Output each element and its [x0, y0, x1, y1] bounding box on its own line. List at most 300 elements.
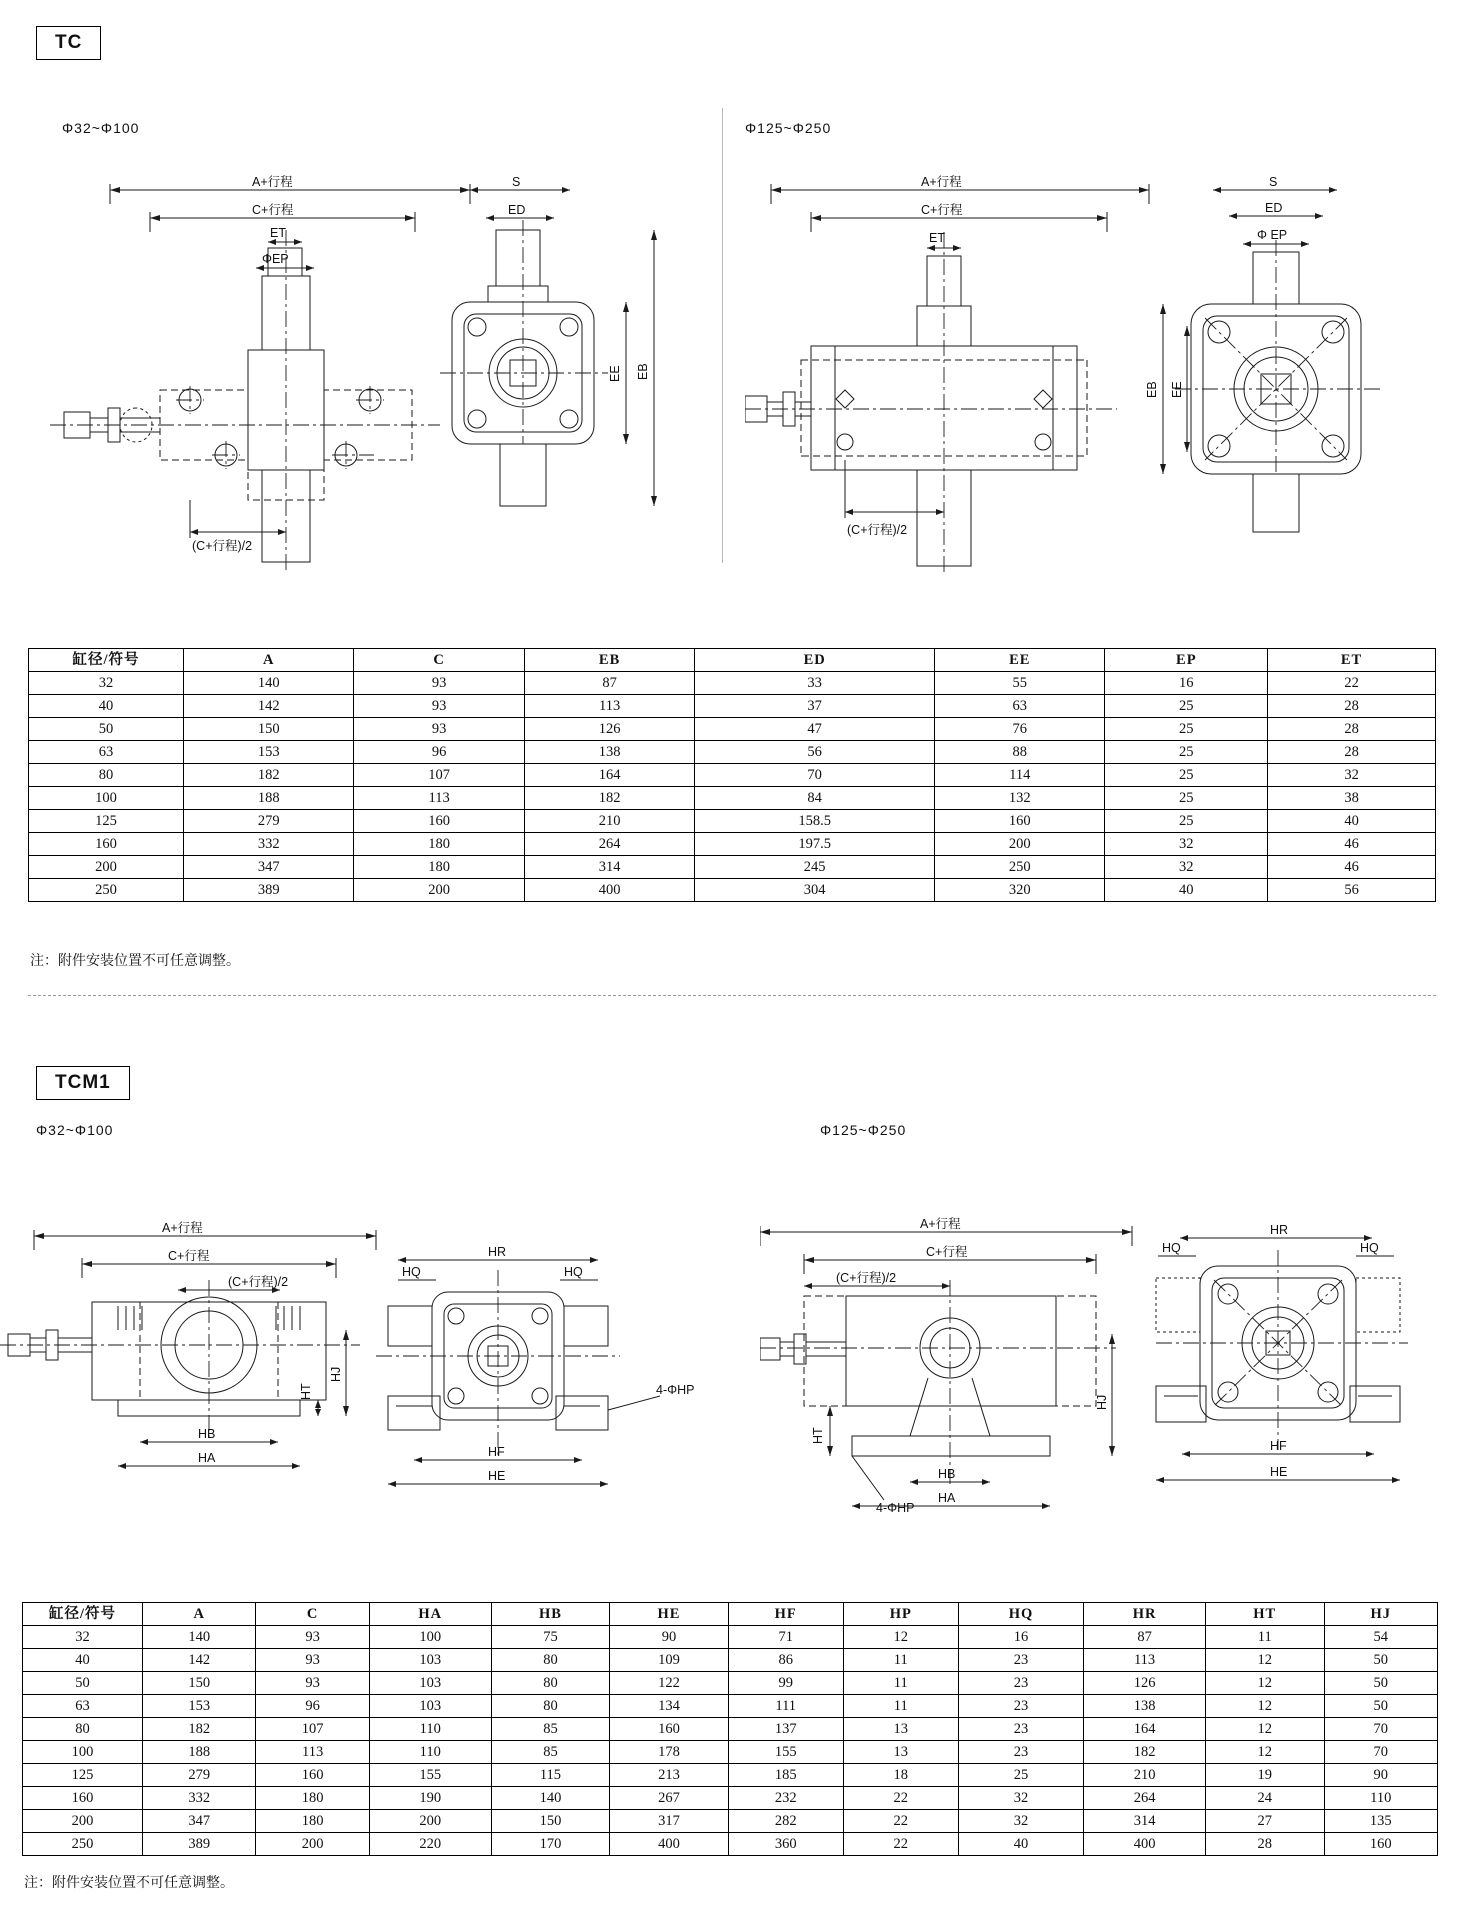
value-cell: 16: [958, 1626, 1083, 1649]
value-cell: 23: [958, 1741, 1083, 1764]
svg-text:HT: HT: [299, 1383, 313, 1400]
value-cell: 113: [256, 1741, 369, 1764]
table-header-row: [23, 1603, 1438, 1626]
value-cell: 71: [728, 1626, 843, 1649]
table-row: [23, 1718, 1438, 1741]
value-cell: 185: [728, 1764, 843, 1787]
value-cell: 190: [369, 1787, 491, 1810]
tc-right-diagram-label: Φ125~Φ250: [745, 120, 832, 136]
table-row: [29, 833, 1436, 856]
value-cell: 332: [143, 1787, 256, 1810]
value-cell: 400: [610, 1833, 729, 1856]
svg-text:HQ: HQ: [1162, 1241, 1181, 1255]
value-cell: 96: [354, 741, 524, 764]
value-cell: 28: [1268, 695, 1436, 718]
value-cell: 142: [184, 695, 354, 718]
value-cell: 54: [1324, 1626, 1437, 1649]
tc-spec-table: [28, 648, 1436, 902]
value-cell: 93: [256, 1649, 369, 1672]
value-cell: 75: [491, 1626, 610, 1649]
value-cell: 182: [143, 1718, 256, 1741]
value-cell: 178: [610, 1741, 729, 1764]
svg-text:HQ: HQ: [1360, 1241, 1379, 1255]
bore-size-cell: 100: [29, 787, 184, 810]
value-cell: 80: [491, 1672, 610, 1695]
tcm1-drawing-phi125-250: [760, 1200, 1460, 1540]
svg-text:ED: ED: [508, 203, 526, 217]
svg-text:4-ΦHP: 4-ΦHP: [876, 1501, 915, 1515]
value-cell: 267: [610, 1787, 729, 1810]
bore-size-cell: 125: [29, 810, 184, 833]
value-cell: 32: [1268, 764, 1436, 787]
bore-size-cell: 250: [23, 1833, 143, 1856]
value-cell: 25: [1105, 810, 1268, 833]
bore-size-cell: 32: [23, 1626, 143, 1649]
svg-text:HJ: HJ: [1095, 1394, 1109, 1410]
bore-size-cell: 100: [23, 1741, 143, 1764]
tc-note: 注：附件安装位置不可任意调整。: [30, 952, 240, 968]
bore-size-cell: 63: [23, 1695, 143, 1718]
value-cell: 12: [1206, 1695, 1325, 1718]
column-header-ha: HA: [369, 1603, 491, 1626]
value-cell: 150: [184, 718, 354, 741]
value-cell: 70: [1324, 1718, 1437, 1741]
value-cell: 87: [1084, 1626, 1206, 1649]
value-cell: 19: [1206, 1764, 1325, 1787]
value-cell: 200: [256, 1833, 369, 1856]
value-cell: 160: [610, 1718, 729, 1741]
value-cell: 85: [491, 1741, 610, 1764]
value-cell: 113: [354, 787, 524, 810]
column-header-eb: EB: [524, 649, 694, 672]
value-cell: 134: [610, 1695, 729, 1718]
svg-text:C+行程: C+行程: [252, 203, 294, 217]
value-cell: 25: [1105, 764, 1268, 787]
table-header-row: [29, 649, 1436, 672]
value-cell: 150: [491, 1810, 610, 1833]
value-cell: 32: [1105, 833, 1268, 856]
value-cell: 40: [958, 1833, 1083, 1856]
bore-size-cell: 250: [29, 879, 184, 902]
table-row: [29, 718, 1436, 741]
column-header-a: A: [143, 1603, 256, 1626]
table-row: [29, 695, 1436, 718]
column-header-he: HE: [610, 1603, 729, 1626]
column-header-: 缸径/符号: [29, 649, 184, 672]
value-cell: 360: [728, 1833, 843, 1856]
svg-text:(C+行程)/2: (C+行程)/2: [836, 1271, 897, 1285]
value-cell: 314: [524, 856, 694, 879]
tcm1-note: 注：附件安装位置不可任意调整。: [24, 1874, 234, 1890]
value-cell: 400: [524, 879, 694, 902]
value-cell: 264: [1084, 1787, 1206, 1810]
value-cell: 400: [1084, 1833, 1206, 1856]
value-cell: 12: [1206, 1741, 1325, 1764]
table-row: [23, 1695, 1438, 1718]
value-cell: 210: [1084, 1764, 1206, 1787]
column-header-ep: EP: [1105, 649, 1268, 672]
value-cell: 23: [958, 1718, 1083, 1741]
table-row: [29, 810, 1436, 833]
value-cell: 220: [369, 1833, 491, 1856]
svg-text:A+行程: A+行程: [920, 1217, 961, 1231]
svg-text:EE: EE: [608, 365, 622, 382]
bore-size-cell: 200: [29, 856, 184, 879]
value-cell: 28: [1268, 718, 1436, 741]
value-cell: 63: [935, 695, 1105, 718]
table-row: [29, 787, 1436, 810]
value-cell: 304: [695, 879, 935, 902]
value-cell: 113: [524, 695, 694, 718]
value-cell: 38: [1268, 787, 1436, 810]
value-cell: 210: [524, 810, 694, 833]
value-cell: 155: [369, 1764, 491, 1787]
svg-text:HA: HA: [198, 1451, 216, 1465]
value-cell: 12: [1206, 1718, 1325, 1741]
value-cell: 93: [256, 1672, 369, 1695]
value-cell: 86: [728, 1649, 843, 1672]
bore-size-cell: 63: [29, 741, 184, 764]
value-cell: 113: [1084, 1649, 1206, 1672]
svg-text:ΦEP: ΦEP: [262, 252, 289, 266]
table-row: [23, 1810, 1438, 1833]
svg-text:(C+行程)/2: (C+行程)/2: [192, 539, 253, 553]
table-row: [23, 1649, 1438, 1672]
svg-text:C+行程: C+行程: [168, 1249, 210, 1263]
value-cell: 46: [1268, 856, 1436, 879]
svg-text:HQ: HQ: [564, 1265, 583, 1279]
bore-size-cell: 160: [29, 833, 184, 856]
svg-text:HF: HF: [1270, 1439, 1287, 1453]
svg-text:C+行程: C+行程: [926, 1245, 968, 1259]
value-cell: 160: [935, 810, 1105, 833]
svg-text:A+行程: A+行程: [162, 1221, 203, 1235]
value-cell: 200: [935, 833, 1105, 856]
svg-text:HB: HB: [938, 1467, 956, 1481]
value-cell: 25: [1105, 741, 1268, 764]
value-cell: 23: [958, 1649, 1083, 1672]
table-row: [23, 1626, 1438, 1649]
value-cell: 46: [1268, 833, 1436, 856]
value-cell: 70: [1324, 1741, 1437, 1764]
svg-text:HB: HB: [198, 1427, 216, 1441]
value-cell: 11: [843, 1672, 958, 1695]
value-cell: 160: [354, 810, 524, 833]
value-cell: 103: [369, 1672, 491, 1695]
column-header-: 缸径/符号: [23, 1603, 143, 1626]
table-row: [29, 856, 1436, 879]
bore-size-cell: 50: [23, 1672, 143, 1695]
bore-size-cell: 80: [29, 764, 184, 787]
table-row: [29, 764, 1436, 787]
column-header-et: ET: [1268, 649, 1436, 672]
column-header-hp: HP: [843, 1603, 958, 1626]
tcm1-spec-table: [22, 1602, 1438, 1856]
svg-text:(C+行程)/2: (C+行程)/2: [228, 1275, 289, 1289]
tc-left-diagram-label: Φ32~Φ100: [62, 120, 140, 136]
table-row: [29, 672, 1436, 695]
value-cell: 40: [1105, 879, 1268, 902]
value-cell: 180: [256, 1787, 369, 1810]
tc-drawing-phi32-100: [40, 160, 710, 580]
value-cell: 188: [143, 1741, 256, 1764]
svg-text:HA: HA: [938, 1491, 956, 1505]
value-cell: 170: [491, 1833, 610, 1856]
svg-text:HQ: HQ: [402, 1265, 421, 1279]
value-cell: 87: [524, 672, 694, 695]
value-cell: 160: [1324, 1833, 1437, 1856]
value-cell: 110: [1324, 1787, 1437, 1810]
value-cell: 138: [1084, 1695, 1206, 1718]
column-header-hb: HB: [491, 1603, 610, 1626]
value-cell: 50: [1324, 1649, 1437, 1672]
value-cell: 22: [843, 1787, 958, 1810]
value-cell: 282: [728, 1810, 843, 1833]
value-cell: 56: [695, 741, 935, 764]
bore-size-cell: 50: [29, 718, 184, 741]
value-cell: 389: [184, 879, 354, 902]
value-cell: 22: [843, 1810, 958, 1833]
value-cell: 32: [1105, 856, 1268, 879]
value-cell: 12: [843, 1626, 958, 1649]
value-cell: 137: [728, 1718, 843, 1741]
svg-text:EB: EB: [636, 363, 650, 380]
column-header-c: C: [256, 1603, 369, 1626]
value-cell: 250: [935, 856, 1105, 879]
value-cell: 55: [935, 672, 1105, 695]
svg-text:HF: HF: [488, 1445, 505, 1459]
value-cell: 96: [256, 1695, 369, 1718]
value-cell: 109: [610, 1649, 729, 1672]
value-cell: 28: [1206, 1833, 1325, 1856]
svg-text:A+行程: A+行程: [252, 175, 293, 189]
value-cell: 138: [524, 741, 694, 764]
value-cell: 25: [1105, 718, 1268, 741]
value-cell: 13: [843, 1718, 958, 1741]
value-cell: 158.5: [695, 810, 935, 833]
value-cell: 88: [935, 741, 1105, 764]
value-cell: 90: [1324, 1764, 1437, 1787]
column-header-ht: HT: [1206, 1603, 1325, 1626]
value-cell: 93: [354, 695, 524, 718]
value-cell: 122: [610, 1672, 729, 1695]
value-cell: 11: [843, 1695, 958, 1718]
bore-size-cell: 40: [23, 1649, 143, 1672]
bore-size-cell: 32: [29, 672, 184, 695]
table-row: [29, 741, 1436, 764]
value-cell: 114: [935, 764, 1105, 787]
value-cell: 80: [491, 1695, 610, 1718]
value-cell: 84: [695, 787, 935, 810]
section-title-tc: TC: [36, 26, 101, 60]
value-cell: 70: [695, 764, 935, 787]
value-cell: 182: [524, 787, 694, 810]
value-cell: 142: [143, 1649, 256, 1672]
svg-text:HE: HE: [488, 1469, 506, 1483]
column-header-ed: ED: [695, 649, 935, 672]
value-cell: 180: [354, 833, 524, 856]
value-cell: 50: [1324, 1672, 1437, 1695]
value-cell: 107: [354, 764, 524, 787]
value-cell: 197.5: [695, 833, 935, 856]
svg-text:HE: HE: [1270, 1465, 1288, 1479]
svg-text:EB: EB: [1145, 381, 1159, 398]
column-header-hr: HR: [1084, 1603, 1206, 1626]
value-cell: 25: [1105, 787, 1268, 810]
value-cell: 100: [369, 1626, 491, 1649]
value-cell: 12: [1206, 1649, 1325, 1672]
bore-size-cell: 80: [23, 1718, 143, 1741]
value-cell: 150: [143, 1672, 256, 1695]
value-cell: 164: [524, 764, 694, 787]
value-cell: 200: [354, 879, 524, 902]
bore-size-cell: 160: [23, 1787, 143, 1810]
table-row: [23, 1833, 1438, 1856]
value-cell: 32: [958, 1810, 1083, 1833]
svg-text:ET: ET: [270, 226, 286, 240]
value-cell: 279: [143, 1764, 256, 1787]
value-cell: 160: [256, 1764, 369, 1787]
value-cell: 180: [354, 856, 524, 879]
value-cell: 314: [1084, 1810, 1206, 1833]
value-cell: 245: [695, 856, 935, 879]
value-cell: 140: [491, 1787, 610, 1810]
section-divider: [28, 995, 1436, 996]
value-cell: 27: [1206, 1810, 1325, 1833]
value-cell: 140: [143, 1626, 256, 1649]
svg-text:HR: HR: [488, 1245, 507, 1259]
tc-column-divider: [722, 108, 723, 563]
value-cell: 80: [491, 1649, 610, 1672]
svg-text:HT: HT: [811, 1427, 825, 1444]
value-cell: 180: [256, 1810, 369, 1833]
value-cell: 24: [1206, 1787, 1325, 1810]
value-cell: 85: [491, 1718, 610, 1741]
value-cell: 11: [1206, 1626, 1325, 1649]
value-cell: 12: [1206, 1672, 1325, 1695]
table-row: [23, 1787, 1438, 1810]
value-cell: 320: [935, 879, 1105, 902]
value-cell: 28: [1268, 741, 1436, 764]
value-cell: 33: [695, 672, 935, 695]
value-cell: 317: [610, 1810, 729, 1833]
table-row: [29, 879, 1436, 902]
svg-text:Φ EP: Φ EP: [1257, 228, 1288, 242]
value-cell: 107: [256, 1718, 369, 1741]
column-header-ee: EE: [935, 649, 1105, 672]
column-header-hj: HJ: [1324, 1603, 1437, 1626]
value-cell: 153: [143, 1695, 256, 1718]
svg-text:S: S: [1269, 175, 1278, 189]
value-cell: 50: [1324, 1695, 1437, 1718]
value-cell: 188: [184, 787, 354, 810]
value-cell: 135: [1324, 1810, 1437, 1833]
svg-text:(C+行程)/2: (C+行程)/2: [847, 523, 908, 537]
table-row: [23, 1764, 1438, 1787]
value-cell: 155: [728, 1741, 843, 1764]
value-cell: 232: [728, 1787, 843, 1810]
value-cell: 90: [610, 1626, 729, 1649]
column-header-c: C: [354, 649, 524, 672]
svg-text:S: S: [512, 175, 521, 189]
value-cell: 37: [695, 695, 935, 718]
value-cell: 164: [1084, 1718, 1206, 1741]
value-cell: 389: [143, 1833, 256, 1856]
svg-text:C+行程: C+行程: [921, 203, 963, 217]
value-cell: 32: [958, 1787, 1083, 1810]
value-cell: 110: [369, 1741, 491, 1764]
value-cell: 47: [695, 718, 935, 741]
value-cell: 11: [843, 1649, 958, 1672]
value-cell: 182: [184, 764, 354, 787]
value-cell: 153: [184, 741, 354, 764]
table-row: [23, 1672, 1438, 1695]
value-cell: 182: [1084, 1741, 1206, 1764]
tcm1-drawing-phi32-100: [0, 1210, 700, 1540]
section-title-tcm1: TCM1: [36, 1066, 130, 1100]
value-cell: 22: [1268, 672, 1436, 695]
value-cell: 279: [184, 810, 354, 833]
value-cell: 115: [491, 1764, 610, 1787]
svg-text:HJ: HJ: [329, 1366, 343, 1382]
value-cell: 93: [354, 672, 524, 695]
value-cell: 56: [1268, 879, 1436, 902]
tcm1-left-diagram-label: Φ32~Φ100: [36, 1122, 114, 1138]
svg-text:ET: ET: [929, 231, 945, 245]
value-cell: 23: [958, 1672, 1083, 1695]
value-cell: 132: [935, 787, 1105, 810]
tc-drawing-phi125-250: [745, 160, 1435, 580]
value-cell: 22: [843, 1833, 958, 1856]
value-cell: 103: [369, 1695, 491, 1718]
value-cell: 213: [610, 1764, 729, 1787]
value-cell: 126: [1084, 1672, 1206, 1695]
column-header-a: A: [184, 649, 354, 672]
svg-text:ED: ED: [1265, 201, 1283, 215]
value-cell: 16: [1105, 672, 1268, 695]
value-cell: 99: [728, 1672, 843, 1695]
bore-size-cell: 125: [23, 1764, 143, 1787]
value-cell: 18: [843, 1764, 958, 1787]
svg-text:HR: HR: [1270, 1223, 1289, 1237]
svg-text:EE: EE: [1170, 381, 1184, 398]
value-cell: 13: [843, 1741, 958, 1764]
column-header-hq: HQ: [958, 1603, 1083, 1626]
column-header-hf: HF: [728, 1603, 843, 1626]
bore-size-cell: 40: [29, 695, 184, 718]
bore-size-cell: 200: [23, 1810, 143, 1833]
value-cell: 93: [256, 1626, 369, 1649]
value-cell: 347: [184, 856, 354, 879]
table-row: [23, 1741, 1438, 1764]
svg-text:A+行程: A+行程: [921, 175, 962, 189]
svg-text:4-ΦHP: 4-ΦHP: [656, 1383, 695, 1397]
value-cell: 76: [935, 718, 1105, 741]
value-cell: 126: [524, 718, 694, 741]
tcm1-right-diagram-label: Φ125~Φ250: [820, 1122, 907, 1138]
value-cell: 264: [524, 833, 694, 856]
value-cell: 140: [184, 672, 354, 695]
value-cell: 200: [369, 1810, 491, 1833]
value-cell: 25: [958, 1764, 1083, 1787]
value-cell: 25: [1105, 695, 1268, 718]
value-cell: 110: [369, 1718, 491, 1741]
value-cell: 23: [958, 1695, 1083, 1718]
value-cell: 40: [1268, 810, 1436, 833]
value-cell: 332: [184, 833, 354, 856]
value-cell: 93: [354, 718, 524, 741]
value-cell: 347: [143, 1810, 256, 1833]
